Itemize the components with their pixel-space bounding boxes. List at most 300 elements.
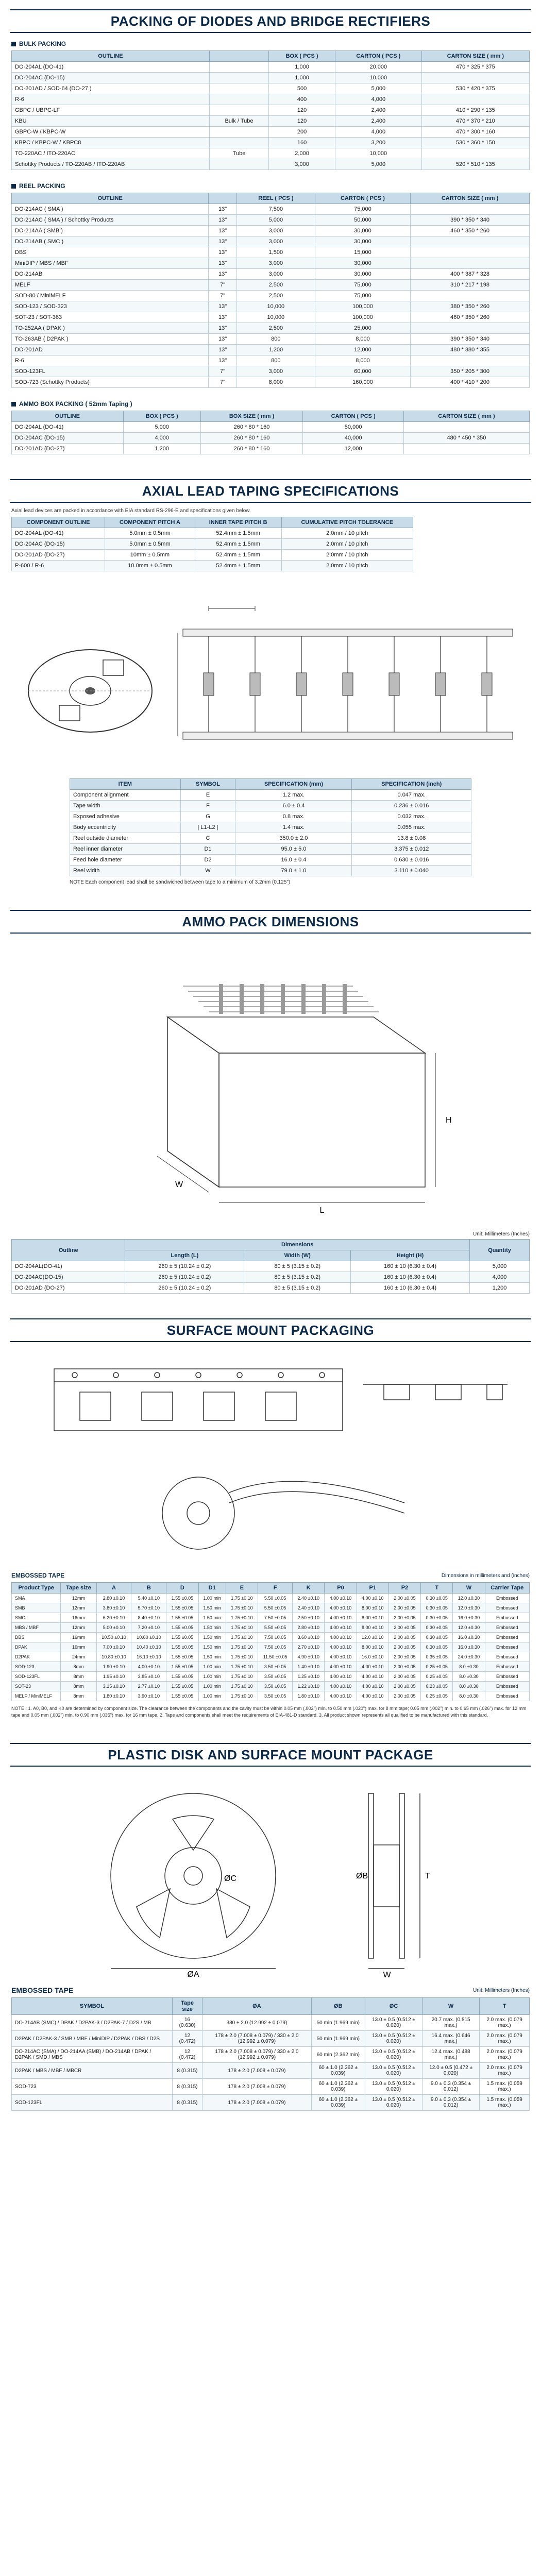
table-cell: 0.30 ±0.05 [421,1623,453,1633]
table-cell: 260 * 80 * 160 [200,433,303,444]
table-cell: 1.75 ±0.10 [226,1691,258,1701]
table-cell: 4.00 ±0.10 [325,1652,357,1662]
axial-pitch-table [11,517,413,571]
table-cell: 1.75 ±0.10 [226,1672,258,1682]
column-header: P0 [325,1583,357,1594]
table-cell [403,444,529,454]
table-cell [209,94,268,105]
table-row [12,334,530,345]
ammo-box-diagram [64,940,477,1228]
table-row [70,790,471,801]
column-header: OUTLINE [12,193,209,204]
table-row [12,105,530,116]
table-cell: 260 ± 5 (10.24 ± 0.2) [125,1261,244,1272]
table-cell: 1.75 ±0.10 [226,1662,258,1672]
table-cell: 12mm [61,1623,96,1633]
smt-caption: Dimensions in millimeters and (inches) [441,1572,530,1579]
table-cell: 3,000 [236,366,315,377]
table-cell [411,204,530,215]
table-cell: 530 * 420 * 375 [421,83,529,94]
square-bullet-icon [11,184,16,189]
table-cell: 13" [209,334,237,345]
table-row [12,444,530,454]
table-cell: 8mm [61,1672,96,1682]
table-cell: 1.40 ±0.10 [293,1662,325,1672]
table-cell: 52.4mm ± 1.5mm [195,528,281,539]
table-cell: 30,000 [315,226,410,236]
table-cell [411,236,530,247]
table-cell: 160 ± 10 (6.30 ± 0.4) [350,1261,469,1272]
table-cell: 470 * 300 * 160 [421,127,529,138]
table-cell: 0.30 ±0.05 [421,1603,453,1613]
column-header: CARTON SIZE ( mm ) [411,193,530,204]
table-cell: 12,000 [303,444,404,454]
bulk-packing-table [11,50,530,170]
table-cell: SOD-123FL [12,1672,61,1682]
table-cell: 400 * 387 * 328 [411,269,530,280]
table-cell: 4,000 [470,1272,530,1283]
table-cell: 1.55 ±0.05 [166,1672,198,1682]
table-cell: 2.00 ±0.05 [388,1633,420,1642]
table-row [12,148,530,159]
table-cell: 52.4mm ± 1.5mm [195,561,281,571]
table-cell: 75,000 [315,204,410,215]
table-cell: 13" [209,204,237,215]
table-cell: 3.90 ±0.10 [131,1691,166,1701]
table-cell: 13" [209,215,237,226]
table-cell: 0.032 max. [352,811,471,822]
table-row [12,1652,530,1662]
table-cell: Embossed [485,1633,529,1642]
table-cell: 75,000 [315,280,410,291]
column-header: BOX SIZE ( mm ) [200,411,303,422]
table-row [12,291,530,301]
table-cell: 1.00 min [198,1682,226,1691]
table-cell: DO-214AC (SMA) / DO-214AA (SMB) / DO-214AB / DPAK / D2PAK / SMD / MBS [12,2047,173,2063]
table-cell: 1.75 ±0.10 [226,1682,258,1691]
table-cell: 4.90 ±0.10 [293,1652,325,1662]
table-cell: 2.00 ±0.05 [388,1652,420,1662]
table-cell: E [180,790,235,801]
table-cell: 178 ± 2.0 (7.008 ± 0.079) [202,2095,311,2111]
table-cell: 60 ± 1.0 (2.362 ± 0.039) [311,2063,365,2079]
table-cell: 13.0 ± 0.5 (0.512 ± 0.020) [365,2063,422,2079]
dim-label-c: ØC [224,1874,236,1884]
table-cell: 3,200 [335,138,421,148]
table-cell: 5,000 [123,422,200,433]
table-cell: DO-201AD (DO-27) [12,1283,125,1294]
table-cell: 5.0mm ± 0.5mm [105,528,195,539]
table-cell: 390 * 350 * 340 [411,334,530,345]
table-cell: 13.0 ± 0.5 (0.512 ± 0.020) [365,2031,422,2047]
table-cell: TO-252AA ( DPAK ) [12,323,209,334]
table-cell: 0.630 ± 0.016 [352,855,471,866]
table-cell: 800 [236,355,315,366]
outline-header: Outline [12,1240,125,1261]
table-row [12,94,530,105]
table-cell: 24mm [61,1652,96,1662]
column-header: OUTLINE [12,411,124,422]
table-cell: DO-214AA ( SMB ) [12,226,209,236]
table-cell: 80 ± 5 (3.15 ± 0.2) [244,1283,351,1294]
table-cell: 10.60 ±0.10 [131,1633,166,1642]
table-cell [209,138,268,148]
table-cell: Reel inner diameter [70,844,181,855]
table-cell: KBU [12,116,210,127]
table-cell: 380 * 350 * 260 [411,301,530,312]
table-row [12,236,530,247]
table-row [12,1691,530,1701]
table-cell [421,148,529,159]
table-cell: 1.2 max. [235,790,352,801]
table-cell: Exposed adhesive [70,811,181,822]
table-cell: 60,000 [315,366,410,377]
table-cell [411,355,530,366]
table-cell: 16mm [61,1613,96,1623]
table-cell: 4.00 ±0.10 [357,1691,388,1701]
table-row [12,269,530,280]
tape-top-view [54,1369,343,1431]
table-cell: 2.0 max. (0.079 max.) [480,2047,530,2063]
table-cell: 24.0 ±0.30 [453,1652,485,1662]
dim-label-b: ØB [356,1872,368,1881]
table-cell: 5.50 ±0.05 [258,1623,293,1633]
table-cell: 12mm [61,1603,96,1613]
column-header: P2 [388,1583,420,1594]
table-cell: Embossed [485,1603,529,1613]
table-cell: 9.0 ± 0.3 (0.354 ± 0.012) [422,2095,480,2111]
ammo-dimensions-table [11,1239,530,1294]
axial-intro: Axial lead devices are packed in accordance with EIA standard RS-296-E and specifications given below. [11,508,251,514]
table-cell: Tube [209,148,268,159]
square-bullet-icon [11,402,16,406]
table-cell: SOD-123FL [12,2095,173,2111]
table-cell: 12 (0.472) [172,2047,202,2063]
table-cell: 12,000 [315,345,410,355]
table-row [12,1672,530,1682]
table-cell: 260 ± 5 (10.24 ± 0.2) [125,1272,244,1283]
table-row [12,2047,530,2063]
table-cell: MELF / MiniMELF [12,1691,61,1701]
table-cell: 0.30 ±0.05 [421,1633,453,1642]
ammo-box-outline [167,1017,425,1187]
tape-strip [178,606,513,739]
table-cell: 1.50 min [198,1642,226,1652]
table-cell: 1.90 ±0.10 [96,1662,131,1672]
table-row [12,204,530,215]
table-cell: DO-214AB ( SMC ) [12,236,209,247]
table-cell: 1,200 [236,345,315,355]
table-row [12,159,530,170]
table-cell: 13" [209,226,237,236]
table-cell: 80 ± 5 (3.15 ± 0.2) [244,1272,351,1283]
table-cell: 1.5 max. (0.059 max.) [480,2095,530,2111]
column-header: E [226,1583,258,1594]
table-cell: 16.0 ±0.30 [453,1613,485,1623]
table-cell: R-6 [12,94,210,105]
table-cell: 2,400 [335,116,421,127]
table-cell: 1.55 ±0.05 [166,1594,198,1603]
table-cell: 4.00 ±0.10 [131,1662,166,1672]
table-cell: 4.00 ±0.10 [357,1662,388,1672]
table-cell: 60 ± 1.0 (2.362 ± 0.039) [311,2095,365,2111]
column-header: D [166,1583,198,1594]
table-cell: MELF [12,280,209,291]
column-header: W [422,1998,480,2015]
table-cell: 79.0 ± 1.0 [235,866,352,876]
column-header: T [421,1583,453,1594]
table-cell: 10.50 ±0.10 [96,1633,131,1642]
table-cell: 3.50 ±0.05 [258,1682,293,1691]
table-cell: 60 min (2.362 min) [311,2047,365,2063]
table-row [70,811,471,822]
table-cell: 5.0mm ± 0.5mm [105,539,195,550]
table-cell: 7.20 ±0.10 [131,1623,166,1633]
table-cell: 7.50 ±0.05 [258,1613,293,1623]
table-cell: SMA [12,1594,61,1603]
table-cell: 2.00 ±0.05 [388,1691,420,1701]
table-cell: 13.0 ± 0.5 (0.512 ± 0.020) [365,2095,422,2111]
table-cell: 0.35 ±0.05 [421,1652,453,1662]
table-cell: 13.0 ± 0.5 (0.512 ± 0.020) [365,2079,422,2095]
table-cell: 5,000 [335,159,421,170]
table-cell: DBS [12,247,209,258]
table-cell [209,62,268,73]
table-cell: Embossed [485,1652,529,1662]
table-cell: 2.0mm / 10 pitch [281,539,413,550]
table-cell: 12 (0.472) [172,2031,202,2047]
table-cell: 1.75 ±0.10 [226,1652,258,1662]
table-cell: 4.00 ±0.10 [325,1672,357,1682]
table-cell [411,247,530,258]
table-cell: 4.00 ±0.10 [325,1603,357,1613]
table-cell: 5.50 ±0.05 [258,1603,293,1613]
table-cell: 12.0 ±0.10 [357,1633,388,1642]
table-row [12,355,530,366]
table-cell: 7.00 ±0.10 [96,1642,131,1652]
bulk-packing-title: BULK PACKING [11,40,530,47]
table-cell: 1,000 [269,62,335,73]
table-header-row [12,1998,530,2015]
table-cell: 2.00 ±0.05 [388,1682,420,1691]
column-header: ØB [311,1998,365,2015]
table-cell: 1,500 [236,247,315,258]
table-cell: 13" [209,247,237,258]
table-cell: 0.236 ± 0.016 [352,801,471,811]
table-cell: 1.00 min [198,1594,226,1603]
table-cell: 1.50 min [198,1613,226,1623]
table-cell: 40,000 [303,433,404,444]
table-row [12,2063,530,2079]
table-cell: 3.50 ±0.05 [258,1691,293,1701]
table-cell: 4.00 ±0.10 [357,1682,388,1691]
table-cell: 75,000 [315,291,410,301]
table-cell: 11.50 ±0.05 [258,1652,293,1662]
table-cell: 13.0 ± 0.5 (0.512 ± 0.020) [365,2015,422,2031]
table-cell: 410 * 290 * 135 [421,105,529,116]
table-cell: 15,000 [315,247,410,258]
table-cell: 10,000 [335,73,421,83]
table-cell: 50,000 [303,422,404,433]
table-cell: D1 [180,844,235,855]
table-row [12,323,530,334]
table-cell: 1,200 [123,444,200,454]
table-row [12,528,413,539]
table-cell: 1.55 ±0.05 [166,1603,198,1613]
table-cell: DO-204AL(DO-41) [12,1261,125,1272]
column-header: Carrier Tape [485,1583,529,1594]
column-header: ØC [365,1998,422,2015]
table-cell: 2,500 [236,291,315,301]
table-cell: SOD-723 (Schottky Products) [12,377,209,388]
table-cell: Embossed [485,1662,529,1672]
table-cell: 20,000 [335,62,421,73]
table-cell: 16.4 max. (0.646 max.) [422,2031,480,2047]
table-cell: 1.00 min [198,1691,226,1701]
table-cell: 3,000 [236,269,315,280]
table-row [70,822,471,833]
table-cell: 4.00 ±0.10 [325,1623,357,1633]
table-cell [411,323,530,334]
table-cell: 10.40 ±0.10 [131,1642,166,1652]
table-cell: Embossed [485,1594,529,1603]
table-row [70,844,471,855]
table-cell: 2.77 ±0.10 [131,1682,166,1691]
smt-embossed-title: EMBOSSED TAPE Dimensions in millimeters and (inches) [11,1572,530,1579]
column-header: CUMULATIVE PITCH TOLERANCE [281,517,413,528]
table-cell: 3,000 [269,159,335,170]
table-cell: 2.00 ±0.05 [388,1672,420,1682]
table-cell: 0.23 ±0.05 [421,1682,453,1691]
table-row [12,1662,530,1672]
column-header: BOX ( PCS ) [269,51,335,62]
table-cell: 100,000 [315,312,410,323]
table-cell: 13" [209,269,237,280]
table-cell: 1.55 ±0.05 [166,1662,198,1672]
table-cell: 12.0 ±0.30 [453,1603,485,1613]
table-row [12,1642,530,1652]
table-cell: 3.80 ±0.10 [96,1603,131,1613]
table-cell: 9.0 ± 0.3 (0.354 ± 0.012) [422,2079,480,2095]
table-cell: 1.80 ±0.10 [293,1691,325,1701]
table-cell: 1.50 min [198,1603,226,1613]
disk-embossed-table [11,1997,530,2111]
table-header-row [70,779,471,790]
table-cell: DO-214AC ( SMA ) [12,204,209,215]
table-cell: 350.0 ± 2.0 [235,833,352,844]
table-row [12,422,530,433]
column-header: SPECIFICATION (mm) [235,779,352,790]
table-cell [209,105,268,116]
table-row [12,1283,530,1294]
table-cell: TO-263AB ( D2PAK ) [12,334,209,345]
table-cell: 1.50 min [198,1623,226,1633]
table-cell: 4.00 ±0.10 [325,1613,357,1623]
dim-label-w: W [175,1180,183,1189]
table-cell: SOD-123 / SOD-323 [12,301,209,312]
table-cell: GBPC / UBPC-LF [12,105,210,116]
table-cell: Embossed [485,1691,529,1701]
table-cell: G [180,811,235,822]
table-cell: 390 * 350 * 340 [411,215,530,226]
table-cell: 1.75 ±0.10 [226,1623,258,1633]
table-cell: 3.110 ± 0.040 [352,866,471,876]
table-row [12,1272,530,1283]
table-cell: DO-214AB (SMC) / DPAK / D2PAK-3 / D2PAK-7 / D2S / MB [12,2015,173,2031]
table-cell: 1.55 ±0.05 [166,1691,198,1701]
table-cell: 4.00 ±0.10 [325,1662,357,1672]
table-cell: 8.00 ±0.10 [357,1642,388,1652]
table-cell: 2.00 ±0.05 [388,1603,420,1613]
table-cell: 2.0mm / 10 pitch [281,561,413,571]
table-header-row [12,51,530,62]
table-cell: 1.00 min [198,1672,226,1682]
column-header: B [131,1583,166,1594]
table-cell: 16mm [61,1642,96,1652]
table-cell: 120 [269,116,335,127]
table-row [12,1594,530,1603]
table-cell: 160 ± 10 (6.30 ± 0.4) [350,1272,469,1283]
table-cell: DO-204AL (DO-41) [12,422,124,433]
table-cell [403,422,529,433]
table-cell: DO-201AD (DO-27) [12,444,124,454]
reel-feed-diagram [162,1477,404,1549]
table-cell: 3.15 ±0.10 [96,1682,131,1691]
table-row [12,377,530,388]
table-cell: 1.75 ±0.10 [226,1594,258,1603]
table-cell: 1.75 ±0.10 [226,1633,258,1642]
column-header: Product Type [12,1583,61,1594]
table-cell: 0.8 max. [235,811,352,822]
ammo-unit-caption: Unit: Millimeters (Inches) [472,1231,530,1237]
dim-label-w: W [383,1971,391,1979]
table-cell: 13" [209,345,237,355]
table-cell: 12.0 ±0.30 [453,1594,485,1603]
table-cell: 7" [209,291,237,301]
column-header: OUTLINE [12,51,210,62]
table-cell: 8.0 ±0.30 [453,1682,485,1691]
quantity-header: Quantity [470,1240,530,1261]
table-cell: 4.00 ±0.10 [325,1642,357,1652]
table-cell: D2 [180,855,235,866]
table-cell: 470 * 325 * 375 [421,62,529,73]
table-cell: 2.40 ±0.10 [293,1594,325,1603]
table-cell: 1.00 min [198,1662,226,1672]
column-header: P1 [357,1583,388,1594]
table-cell: SMC [12,1613,61,1623]
table-cell: 8,000 [315,355,410,366]
table-cell: 2.70 ±0.10 [293,1642,325,1652]
column-header: INNER TAPE PITCH B [195,517,281,528]
table-cell: 16 (0.630) [172,2015,202,2031]
table-cell: 8.00 ±0.10 [357,1623,388,1633]
table-cell: 0.30 ±0.05 [421,1594,453,1603]
table-cell: Bulk / Tube [209,116,268,127]
table-cell: 2.00 ±0.05 [388,1594,420,1603]
table-cell: 8.00 ±0.10 [357,1603,388,1613]
table-cell: MiniDIP / MBS / MBF [12,258,209,269]
table-cell: SOD-123FL [12,366,209,377]
table-cell: DO-201AD / SOD-64 (DO-27 ) [12,83,210,94]
table-cell: P-600 / R-6 [12,561,105,571]
table-cell: 12mm [61,1594,96,1603]
table-cell: SOD-80 / MiniMELF [12,291,209,301]
table-cell: SMB [12,1603,61,1613]
smt-notes: NOTE : 1. A0, B0, and K0 are determined by component size. The clearance between the components and the cavity must be within 0.05 mm (.002") min. to 0.50 mm (.020") max. for 8 mm tape; 0.05 mm (.002") min. to 0.65 mm (.026") max. for 12 mm tape and 0.05 mm (.002") min. to 0.90 mm (.035") max. for 16 mm tape. 2. Tape and components shall meet the requirements of EIA-481-D standard. 3. All product shown represents all qualified to be manufactured with this standard. [11,1706,527,1718]
table-cell: DO-214AB [12,269,209,280]
table-cell: TO-220AC / ITO-220AC [12,148,210,159]
table-cell: 178 ± 2.0 (7.008 ± 0.079) / 330 ± 2.0 (12.992 ± 0.079) [202,2047,311,2063]
